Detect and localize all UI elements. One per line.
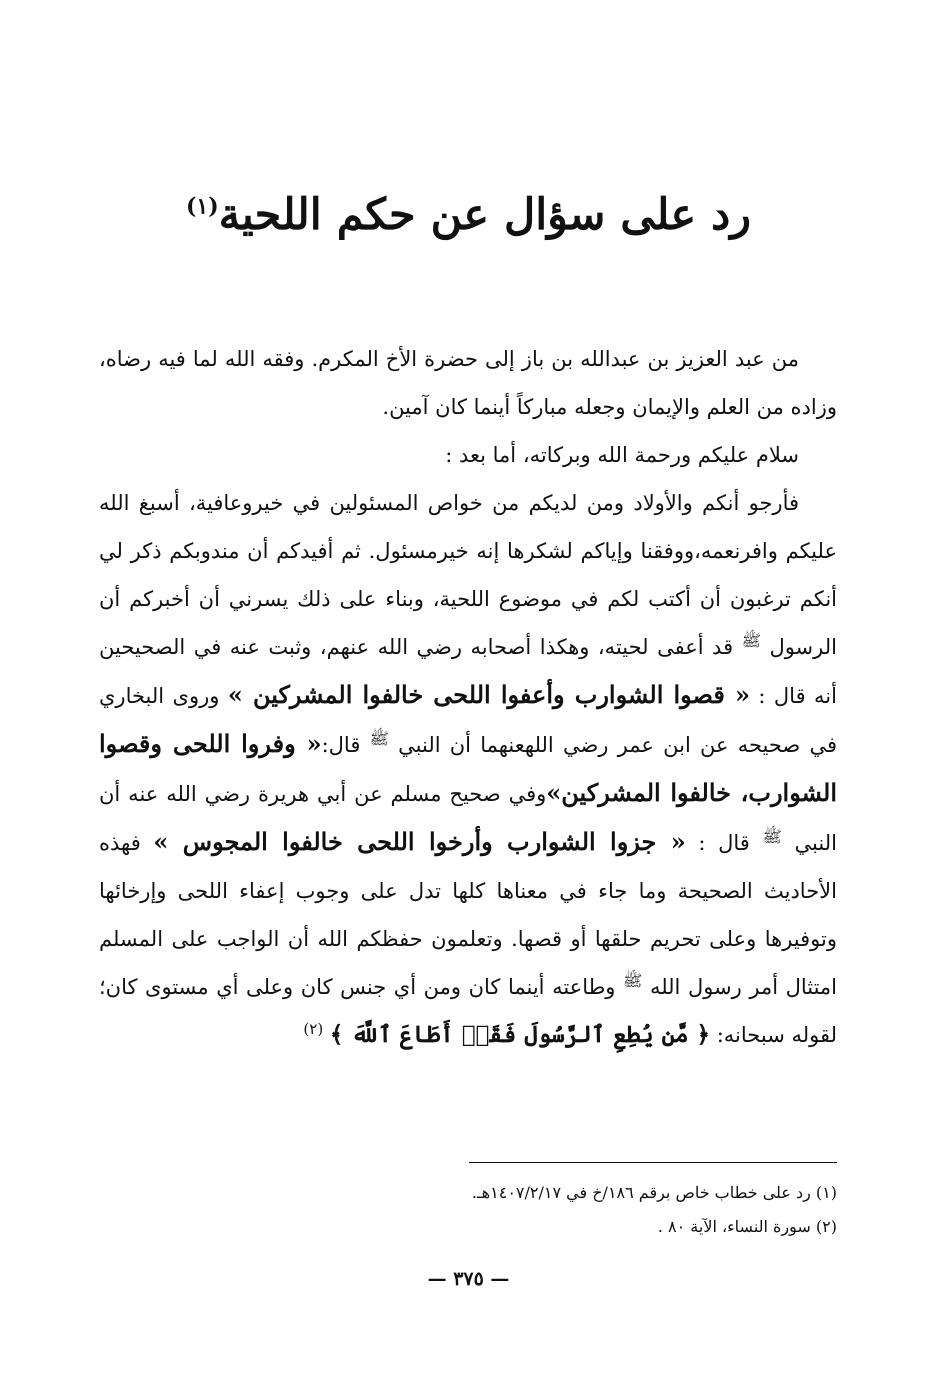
main-text-part-5: وفي صحيح مسلم عن أبي هريرة رضي الله عنه أن النبي xyxy=(99,782,837,855)
salawat-symbol: ﷺ xyxy=(762,827,782,846)
paragraph-main xyxy=(99,479,837,1059)
hadith-quote-2: « وفروا اللحى وقصوا الشوارب، خالفوا المشركين» xyxy=(99,729,837,807)
quran-verse: ﴿ مَّن يُطِعِ ٱلرَّسُولَ فَقَدۡ أَطَاعَ ٱللَّهَ ﴾ xyxy=(329,1021,711,1048)
body-text xyxy=(99,335,837,1059)
paragraph-greeting-recipient: من عبد العزيز بن عبدالله بن باز إلى حضرة الأخ المكرم. وفقه الله لما فيه رضاه، وزاده من العلم والإيمان وجعله مباركاً أينما كان آمين. xyxy=(99,347,837,419)
main-text-part-6: قال : xyxy=(698,831,750,855)
main-text-part-3: وروى البخاري في صحيحه عن ابن عمر رضي اللهعنهما أن النبي xyxy=(99,684,837,757)
hadith-quote-3: « جزوا الشوارب وأرخوا اللحى خالفوا المجوس » xyxy=(153,827,686,856)
page-title xyxy=(0,185,937,245)
quran-footnote-marker: (٢) xyxy=(303,1020,324,1038)
main-text-part-4: قال: xyxy=(321,733,361,757)
salawat-symbol: ﷺ xyxy=(369,729,389,748)
footnotes xyxy=(99,1176,837,1244)
page-number: — ٣٧٥ — xyxy=(427,1268,510,1290)
footnote-2: (٢) سورة النساء، الآية ٨٠ . xyxy=(657,1217,837,1236)
footnote-1: (١) رد على خطاب خاص برقم ١٨٦/خ في ١٤٠٧/٢/١٧هـ. xyxy=(471,1183,837,1202)
main-text-part-8: وطاعته أينما كان ومن أي جنس كان وعلى أي مستوى كان؛ لقوله سبحانه: xyxy=(99,975,837,1047)
hadith-quote-1: « قصوا الشوارب وأعفوا اللحى خالفوا المشركين » xyxy=(227,680,750,709)
main-text-part-1: فأرجو أنكم والأولاد ومن لديكم من خواص المسئولين في خيروعافية، أسبغ الله عليكم وافرنعمه،ووفقنا وإياكم لشكرها إنه خيرمسئول. ثم أفيدكم أن مندوبكم ذكر لي أنكم ترغبون أن أكتب لكم في موضوع اللحية، وبناء على ذلك يسرني أن أخبركم أن الرسول xyxy=(99,491,837,659)
footnote-divider xyxy=(469,1162,837,1163)
salawat-symbol: ﷺ xyxy=(623,971,643,990)
main-text-part-7: فهذه الأحاديث الصحيحة وما جاء في معناها كلها تدل على وجوب إعفاء اللحى وإرخائها وتوفيرها وعلى تحريم حلقها أو قصها. وتعلمون حفظكم الله أن الواجب على المسلم امتثال أمر رسول الله xyxy=(99,831,837,999)
paragraph-salutation: سلام عليكم ورحمة الله وبركاته، أما بعد : xyxy=(445,443,799,467)
title-footnote-marker: (١) xyxy=(185,193,219,220)
title-text: رد على سؤال عن حكم اللحية xyxy=(218,190,751,240)
main-text-part-2: قد أعفى لحيته، وهكذا أصحابه رضي الله عنهم، وثبت عنه في الصحيحين أنه قال : xyxy=(99,635,837,708)
salawat-symbol: ﷺ xyxy=(741,631,761,650)
